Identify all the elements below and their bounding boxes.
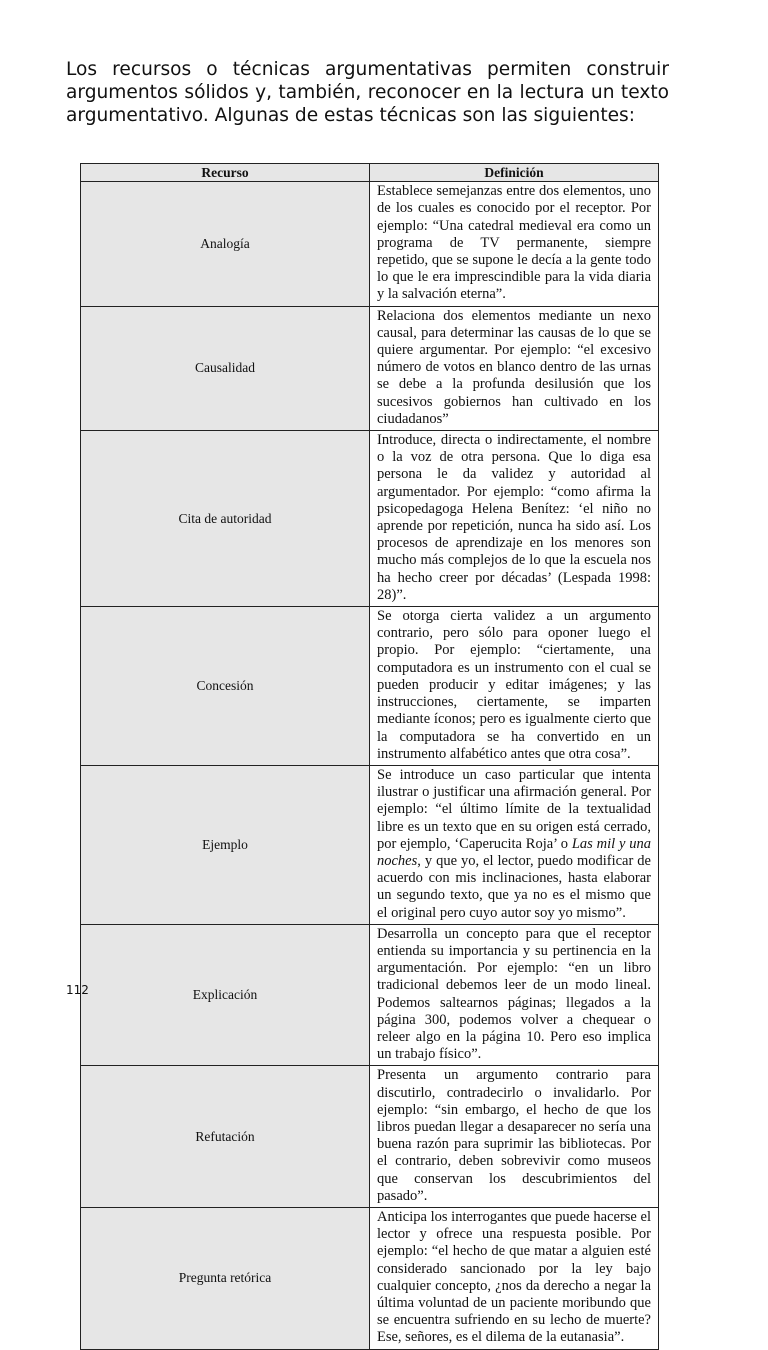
row-definition: Anticipa los interrogantes que puede hacerse el lector y ofrece una respuesta posible. Por ejemplo: “el hecho de que matar a alguien esté considerado sancionado por la ley bajo cualquier concepto, ¿nos da derecho a negar la última voluntad de un paciente moribundo que se encuentra sufriendo en su lecho de muerte? Ese, señores, es el dilema de la eutanasia”. bbox=[370, 1207, 659, 1349]
row-term: Concesión bbox=[81, 607, 370, 766]
table-row bbox=[81, 924, 659, 1066]
row-term: Causalidad bbox=[81, 306, 370, 430]
definition-book-title: Las mil y una noches bbox=[377, 835, 652, 869]
row-definition: Relaciona dos elementos mediante un nexo causal, para determinar las causas de lo que se quiere argumentar. Por ejemplo: “el excesivo número de votos en blanco dentro de las urnas se debe a la profunda desilusión que los sucesivos gobiernos han cultivado en los ciudadanos” bbox=[370, 306, 659, 430]
table-row bbox=[81, 765, 659, 924]
row-definition: Se otorga cierta validez a un argumento contrario, pero sólo para oponer luego el propio. Por ejemplo: “ciertamente, una computadora es un instrumento con el cual se pueden producir y editar imágenes; y las instrucciones, ciertamente, se imparten mediante íconos; pero es igualmente cierto que la computadora se ha convertido en un instrumento alfabético antes que otra cosa”. bbox=[370, 607, 659, 766]
row-term: Refutación bbox=[81, 1066, 370, 1208]
row-term: Ejemplo bbox=[81, 765, 370, 924]
row-term: Explicación bbox=[81, 924, 370, 1066]
table-header-row bbox=[81, 164, 659, 182]
definition-text-start: Se introduce un caso particular que intenta ilustrar o justificar una afirmación general. Por ejemplo: “el último límite de la textualidad libre es un texto que en su origen está cerrado, por ejemplo, ‘Caperucita Roja’ o bbox=[377, 766, 651, 852]
table-row bbox=[81, 306, 659, 430]
table-row bbox=[81, 431, 659, 607]
row-term: Analogía bbox=[81, 182, 370, 306]
intro-paragraph: Los recursos o técnicas argumentativas permiten construir argumentos sólidos y, también, reconocer en la lectura un texto argumentativo. Algunas de estas técnicas son las siguientes: bbox=[66, 59, 669, 126]
row-term: Pregunta retórica bbox=[81, 1207, 370, 1349]
row-definition: Establece semejanzas entre dos elementos, uno de los cuales es conocido por el receptor. Por ejemplo: “Una catedral medieval era como un programa de TV permanente, siempre repetido, que se supone le decía a la gente todo lo que le era imprescindible para la vida diaria y la salvación eterna”. bbox=[370, 182, 659, 306]
row-definition: Desarrolla un concepto para que el receptor entienda su importancia y su pertinencia en la argumentación. Por ejemplo: “en un libro tradicional debemos leer de un modo lineal. Podemos saltearnos páginas; llegados a la página 300, podemos volver a chequear o releer algo en la página 10. Pero eso implica un trabajo físico”. bbox=[370, 924, 659, 1066]
row-definition: Introduce, directa o indirectamente, el nombre o la voz de otra persona. Que lo diga esa persona le da validez y autoridad al argumentador. Por ejemplo: “como afirma la psicopedagoga Helena Benítez: ‘el niño no aprende por repetición, nunca ha sido así. Los procesos de aprendizaje en los menores son mucho más complejos de lo que la escuela nos ha hecho creer por décadas’ (Lespada 1998: 28)”. bbox=[370, 431, 659, 607]
row-term: Cita de autoridad bbox=[81, 431, 370, 607]
definition-text-end: , y que yo, el lector, puedo modificar de acuerdo con mis inclinaciones, hasta elaborar un segundo texto, que ya no es el mismo que el original pero cuyo autor soy yo mismo”. bbox=[377, 852, 651, 921]
table-row bbox=[81, 1207, 659, 1349]
table-row bbox=[81, 182, 659, 306]
page-number: 112 bbox=[66, 983, 89, 997]
techniques-table bbox=[80, 163, 659, 1350]
table-row bbox=[81, 1066, 659, 1208]
table-row bbox=[81, 607, 659, 766]
row-definition: Presenta un argumento contrario para discutirlo, contradecirlo o invalidarlo. Por ejemplo: “sin embargo, el hecho de que los libros puedan llegar a desaparecer no sería una buena razón para suprimir las bibliotecas. Por el contrario, deben sobrevivir como museos que conservan los descubrimientos del pasado”. bbox=[370, 1066, 659, 1208]
row-definition bbox=[370, 765, 659, 924]
header-recurso: Recurso bbox=[81, 164, 370, 182]
header-definicion: Definición bbox=[370, 164, 659, 182]
